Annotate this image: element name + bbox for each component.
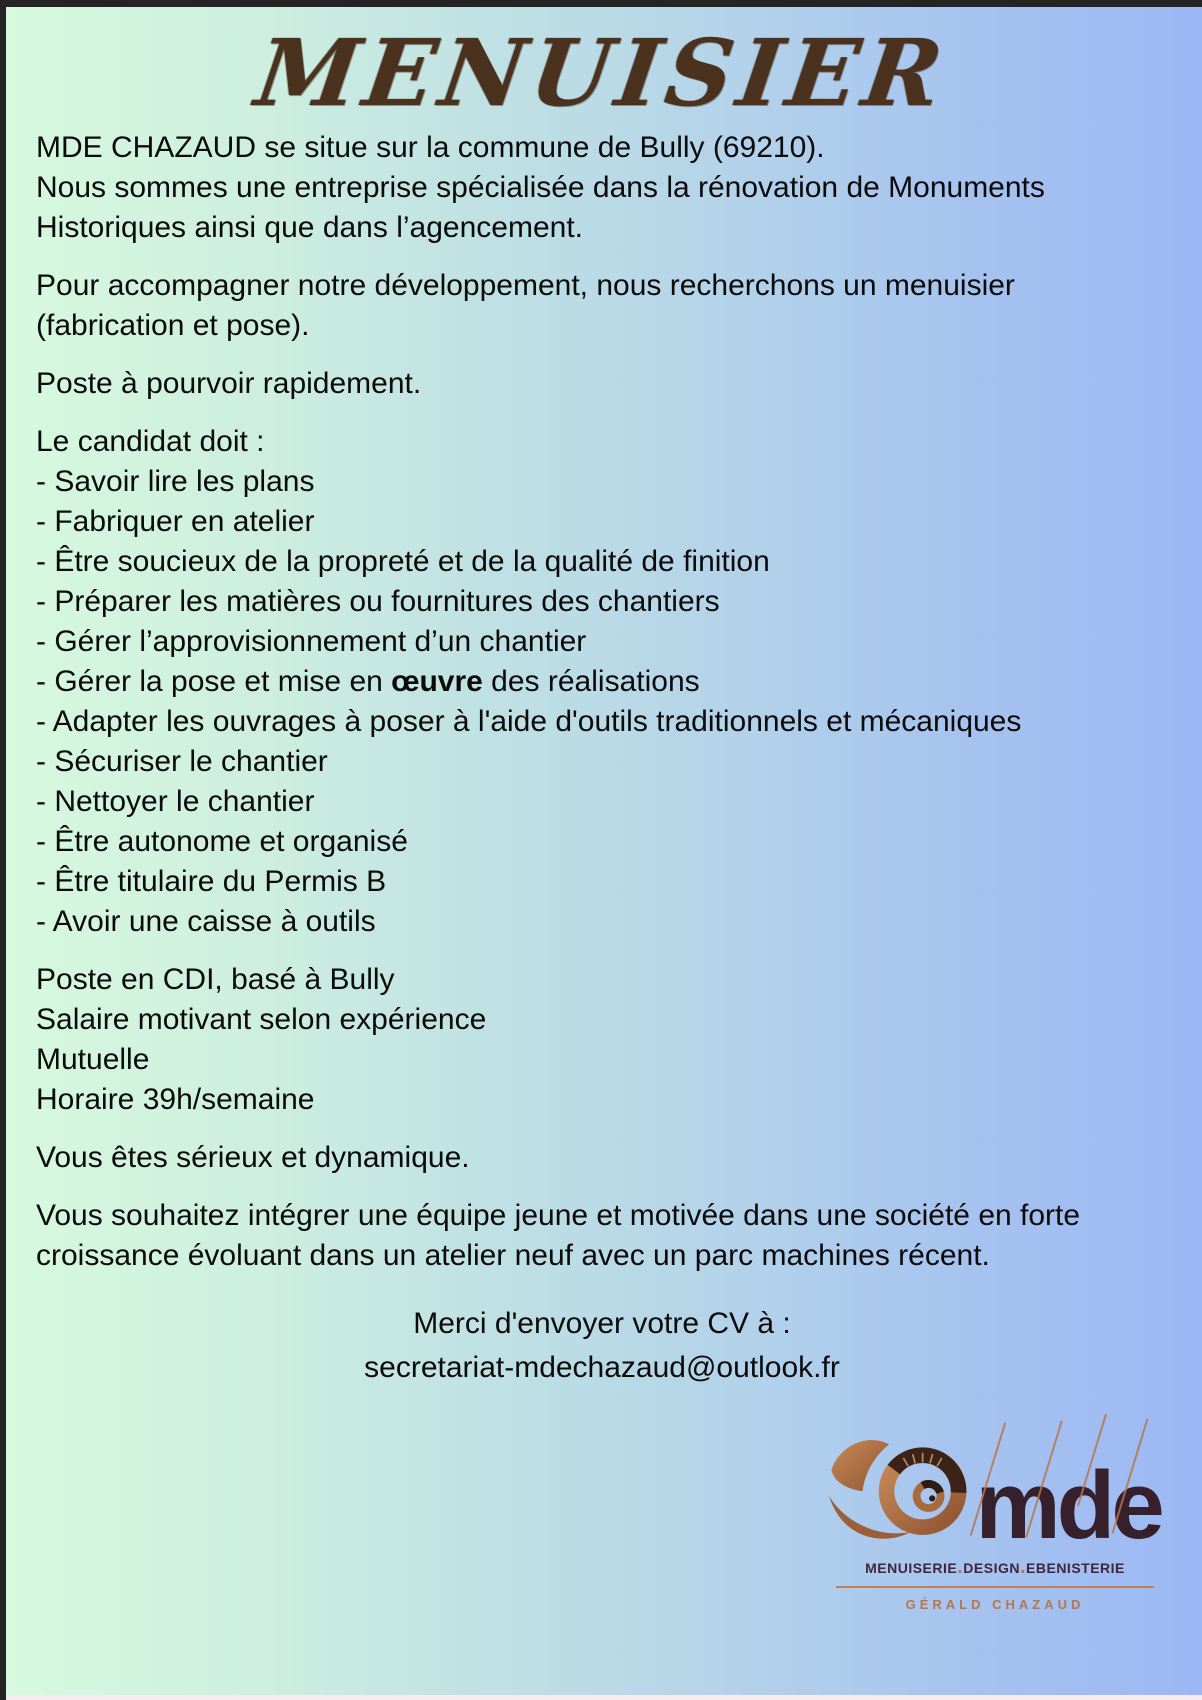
requirement-item: - Adapter les ouvrages à poser à l'aide d'outils traditionnels et mécaniques (36, 705, 1022, 739)
page-bottom-edge (6, 1695, 1202, 1700)
brand-lockup (829, 1418, 1161, 1560)
intro-line-1: MDE CHAZAUD se situe sur la commune de Bully (69210). (36, 131, 825, 165)
conditions-list (36, 960, 1166, 1120)
condition-item: Salaire motivant selon expérience (36, 1003, 487, 1037)
intro-line-2: Nous sommes une entreprise spécialisée dans la rénovation de Monuments Historiques ainsi que dans l’agencement. (36, 171, 1045, 245)
requirement-item: - Être autonome et organisé (36, 825, 408, 859)
requirement-item: - Être titulaire du Permis B (36, 865, 387, 899)
requirement-item: - Préparer les matières ou fournitures des chantiers (36, 585, 720, 619)
requirements-heading: Le candidat doit : (36, 425, 265, 459)
intro-paragraph (36, 128, 1166, 248)
wood-shaving-logo-icon (829, 1422, 973, 1546)
page-title: MENUISIER (249, 19, 955, 127)
brand-name: mde (975, 1452, 1161, 1560)
condition-item: Horaire 39h/semaine (36, 1083, 315, 1117)
requirement-item: - Avoir une caisse à outils (36, 905, 376, 939)
recruitment-paragraph: Pour accompagner notre développement, nous recherchons un menuisier (fabrication et pose). (36, 269, 1015, 343)
availability-paragraph: Poste à pourvoir rapidement. (36, 367, 422, 401)
requirements-section (36, 422, 1168, 942)
tagline-menuiserie: menuiserie (865, 1556, 958, 1579)
owner-name: GÉRALD CHAZAUD (905, 1597, 1085, 1613)
job-poster-page (6, 7, 1202, 1695)
requirement-item: - Gérer la pose et mise en œuvre des réalisations (36, 665, 700, 699)
closing-paragraph-1: Vous êtes sérieux et dynamique. (36, 1141, 470, 1175)
tagline-ebenisterie: ebenisterie (1026, 1556, 1125, 1579)
tagline-design: design (963, 1556, 1020, 1579)
requirement-item: - Fabriquer en atelier (36, 505, 315, 539)
requirement-item: - Gérer l’approvisionnement d’un chantier (36, 625, 587, 659)
requirement-item: - Savoir lire les plans (36, 465, 315, 499)
contact-section (36, 1302, 1168, 1390)
requirement-item: - Être soucieux de la propreté et de la qualité de finition (36, 545, 770, 579)
condition-item: Poste en CDI, basé à Bully (36, 963, 395, 997)
brand-tagline (865, 1556, 1125, 1579)
tagline-dot: . (957, 1556, 964, 1579)
contact-heading: Merci d'envoyer votre CV à : (413, 1307, 791, 1341)
requirement-item: - Sécuriser le chantier (36, 745, 328, 779)
condition-item: Mutuelle (36, 1043, 150, 1077)
requirements-list (36, 462, 1168, 942)
logo-divider-line (836, 1586, 1154, 1588)
tagline-dot: . (1019, 1556, 1027, 1579)
requirement-item: - Nettoyer le chantier (36, 785, 315, 819)
contact-email: secretariat-mdechazaud@outlook.fr (364, 1351, 840, 1385)
company-logo (836, 1418, 1161, 1613)
closing-paragraph-2: Vous souhaitez intégrer une équipe jeune et motivée dans une société en forte croissance évoluant dans un atelier neuf avec un parc machines récent. (36, 1199, 1081, 1273)
